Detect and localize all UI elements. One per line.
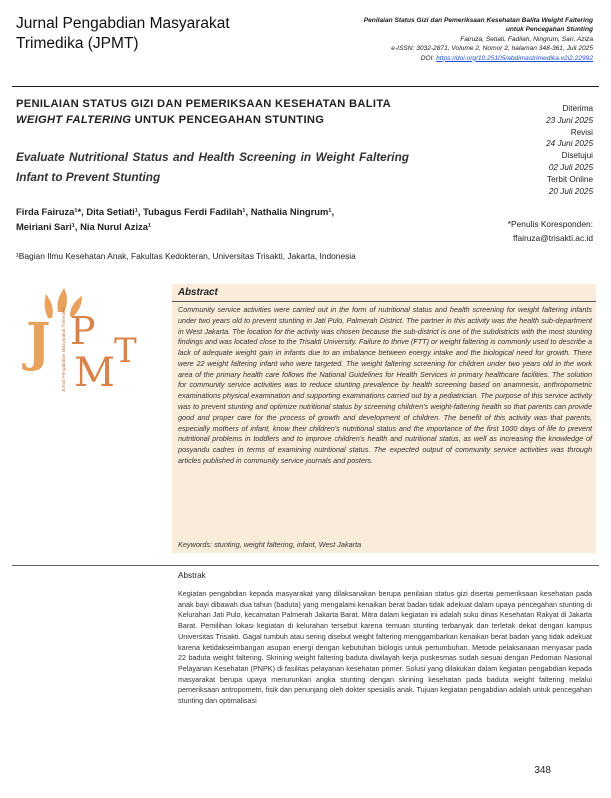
date-received-value: 23 Juni 2025: [546, 115, 593, 125]
article-title-indonesian: [16, 96, 446, 128]
running-authors: Fairuza, Setiati, Fadilah, Ningrum, Sari, Aziza: [460, 35, 593, 43]
running-header: [273, 16, 593, 63]
journal-name-line1: Jurnal Pengabdian Masyarakat: [16, 15, 230, 32]
logo-letter-m: M: [74, 350, 115, 394]
logo-letter-p: P: [70, 309, 96, 353]
corresponding-label: *Penulis Koresponden:: [507, 219, 593, 229]
doi-link[interactable]: https://doi.org/10.25105/abdimastrimedika.v2i2.22992: [436, 54, 593, 62]
date-revised-value: 24 Juni 2025: [546, 139, 593, 149]
abstract-divider: [172, 301, 596, 302]
abstrak-heading: Abstrak: [178, 571, 206, 580]
header-divider: [12, 86, 599, 87]
article-title-english: Evaluate Nutritional Status and Health Screening in Weight Faltering Infant to Prevent Stunting: [16, 150, 409, 184]
title-id-line1: PENILAIAN STATUS GIZI DAN PEMERIKSAAN KESEHATAN BALITA: [16, 98, 392, 110]
logo-letter-t: T: [114, 331, 137, 371]
title-id-rest: UNTUK PENCEGAHAN STUNTING: [131, 114, 325, 126]
abstrak-text: Kegiatan pengabdian kepada masyarakat yang dilaksanakan berupa penilaian status gizi disertai pemeriksaan kesehatan pada anak bayi dibawah dua tahun (baduta) yang mengalami kenaikan berat badan tidak adekuat dalam upaya pencegahan stunting di Kelurahan Jati Pulo, kecamatan Palmerah Jakarta Barat. Mitra dalam kegiatan ini adalah suku dinas Kesehatan Rakyat di Jakarta Barat. Pemilihan lokasi kegiatan di kelurahan tersebut karena temuan stunting terbanyak dan terletak dekat dengan kampus Universitas Trisakti. Gagal tumbuh atau sering disebut weight faltering menggambarkan kenaikan berat badan yang tidak adekuat karena ketidakseimbangan asupan energi dengan kebutuhan biologis untuk pertumbuhan. Metode pelaksanaan menyasar pada 22 baduta weight faltering. Skrining weight faltering baduta diwilayah kerja puskesmas sudah sesuai dengan Pedoman Nasional Pelayanan Kesehatan (PNPK) di fasilitas pelayanan kesehatan primer. Solusi yang dilakukan dalam kegiatan pengabdian kepada masyarakat berupa upaya menurunkan angka stunting dengan skrining kesehatan pada baduta weight faltering melalui pemeriksaan antropometri, fisik dan penunjang oleh dokter spesialis anak. Tujuan kegiatan pengabdian adalah untuk pencegahan stunting dan optimalisasi: [178, 589, 592, 706]
corresponding-author: [433, 217, 593, 245]
logo-vertical-text: Jurnal Pengabdian Masyarakat Trimedika: [61, 307, 66, 392]
affiliation: ¹Bagian Ilmu Kesehatan Anak, Fakultas Kedokteran, Universitas Trisakti, Jakarta, Indonesia: [16, 251, 356, 261]
date-published-value: 20 Juli 2025: [548, 186, 593, 196]
issn-info: e-ISSN: 3032-2871, Volume 2, Nomor 2, halaman 348-361, Juli 2025: [391, 45, 593, 53]
journal-name-line2: Trimedika (JPMT): [16, 35, 139, 52]
title-id-italic: WEIGHT FALTERING: [16, 114, 132, 126]
doi-line: [273, 54, 593, 63]
abstract-section-divider: [12, 565, 599, 566]
doi-label: DOI:: [420, 54, 437, 62]
title-id-line2: [16, 112, 446, 128]
date-revised-label: Revisi: [570, 127, 593, 137]
article-dates: [483, 103, 593, 197]
authors-line2: Meiriani Sari¹, Nia Nurul Aziza¹: [16, 220, 152, 232]
page-number: 348: [534, 765, 551, 776]
journal-name: [16, 14, 286, 54]
date-accepted-value: 02 Juli 2025: [548, 162, 593, 172]
journal-logo: [18, 282, 148, 394]
abstract-heading: Abstract: [178, 287, 218, 298]
running-title-line2: untuk Pencegahan Stunting: [505, 26, 593, 34]
date-published-label: Terbit Online: [547, 174, 593, 184]
author-list: [16, 205, 436, 234]
authors-line1: Firda Fairuza¹*, Dita Setiati¹, Tubagus Ferdi Fadilah¹, Nathalia Ningrum¹,: [16, 206, 335, 217]
abstract-text: Community service activities were carried out in the form of nutritional status and health screening for weight faltering infants under two years old to prevent stunting in Jati Pulo, Palmerah District. The partner in this activity was the health sub-department in West Jakarta. The location for the activity was chosen because the sub-district is one of the subdistricts with the most stunting findings and was located close to the Trisakti University. Failure to thrive (FTT) or weight faltering is commonly used to describe a lack of adequate weight gain in infants due to an imbalance between energy intake and the biological need for growth. There were 22 weight faltering infant who were targeted. The weight faltering screening for children under two years old in the work area of the primary health care follows the National Guidelines for Health Services in primary healthcare facilities. The solution for community service activities was to reduce stunting prevalence by health screening based on anamnesis, anthropometric examinations physical examination and supporting examinations carried out by a pediatrician. The purpose of this service activity was to prevent stunting and optimize nutritional status by screening children's weight-faltering health so that parents can provide good and proper care for the process of growth and development of children. The benefit of this activity was that parents, especially mothers of infant, know their children's nutritional status and the importance of the first 1000 days of life to prevent nutritional problems in toddlers and to improve children's health and nutritional status, as well as increasing the knowledge of posyandu cadres in terms of examining nutritional status. The expected output of community service activities was through articles published in community service journals and posters.: [178, 305, 592, 465]
corresponding-email[interactable]: ffairuza@trisakti.ac.id: [512, 233, 593, 243]
logo-letter-j: J: [26, 312, 51, 373]
keywords: Keywords: stunting, weight faltering, infant, West Jakarta: [178, 540, 362, 549]
date-received-label: Diterima: [562, 104, 593, 113]
date-accepted-label: Disetujui: [561, 151, 593, 161]
running-title-line1: Penilaian Status Gizi dan Pemeriksaan Kesehatan Balita Weight Faltering: [363, 17, 593, 24]
